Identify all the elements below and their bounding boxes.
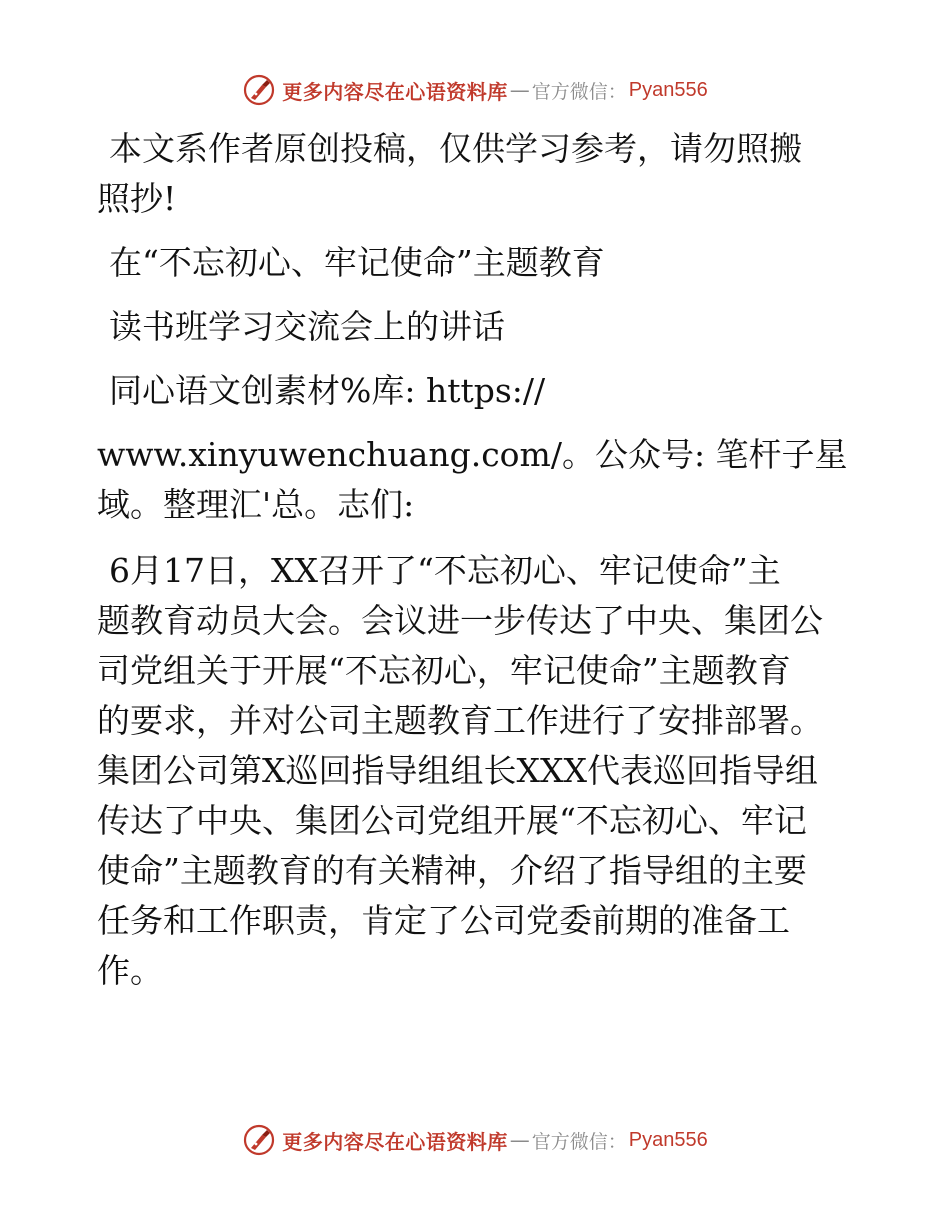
body-line-9: 作。 xyxy=(97,951,163,990)
source-line-3: 域。整理汇'总。志们: xyxy=(97,485,415,524)
promo-text: 更多内容尽在心语资料库 xyxy=(282,1129,508,1154)
body-line-7: 使命”主题教育的有关精神，介绍了指导组的主要 xyxy=(97,851,807,890)
header-banner xyxy=(0,70,950,110)
disclaimer-line-2: 照抄! xyxy=(97,179,177,218)
document-body xyxy=(97,124,857,996)
wechat-label: 官方微信： xyxy=(531,80,627,103)
source-line-2: www.xinyuwenchuang.com/。公众号: 笔杆子星 xyxy=(97,435,848,474)
body-line-6: 传达了中央、集团公司党组开展“不忘初心、牢记 xyxy=(97,801,807,840)
wechat-label: 官方微信： xyxy=(531,1130,627,1153)
source-line-1: 同心语文创素材%库: https:// xyxy=(109,371,546,410)
body-line-2: 题教育动员大会。会议进一步传达了中央、集团公 xyxy=(97,601,823,640)
body-line-3: 司党组关于开展“不忘初心，牢记使命”主题教育 xyxy=(97,651,791,690)
footer-banner xyxy=(0,1120,950,1160)
pen-nib-logo-icon xyxy=(242,1123,276,1157)
promo-text: 更多内容尽在心语资料库 xyxy=(282,79,508,104)
disclaimer-line-1: 本文系作者原创投稿，仅供学习参考，请勿照搬 xyxy=(109,129,802,168)
body-line-5: 集团公司第X巡回指导组组长XXX代表巡回指导组 xyxy=(97,751,818,790)
title-line-2: 读书班学习交流会上的讲话 xyxy=(109,307,505,346)
title-line-1: 在“不忘初心、牢记使命”主题教育 xyxy=(109,243,605,282)
body-line-4: 的要求，并对公司主题教育工作进行了安排部署。 xyxy=(97,701,823,740)
wechat-id: Pyan556 xyxy=(628,78,708,101)
pen-nib-logo-icon xyxy=(242,73,276,107)
body-line-8: 任务和工作职责，肯定了公司党委前期的准备工 xyxy=(97,901,790,940)
wechat-id: Pyan556 xyxy=(628,1128,708,1151)
banner-dash: — xyxy=(509,1128,530,1152)
body-line-1: 6月17日，XX召开了“不忘初心、牢记使命”主 xyxy=(109,551,781,590)
banner-dash: — xyxy=(509,78,530,102)
